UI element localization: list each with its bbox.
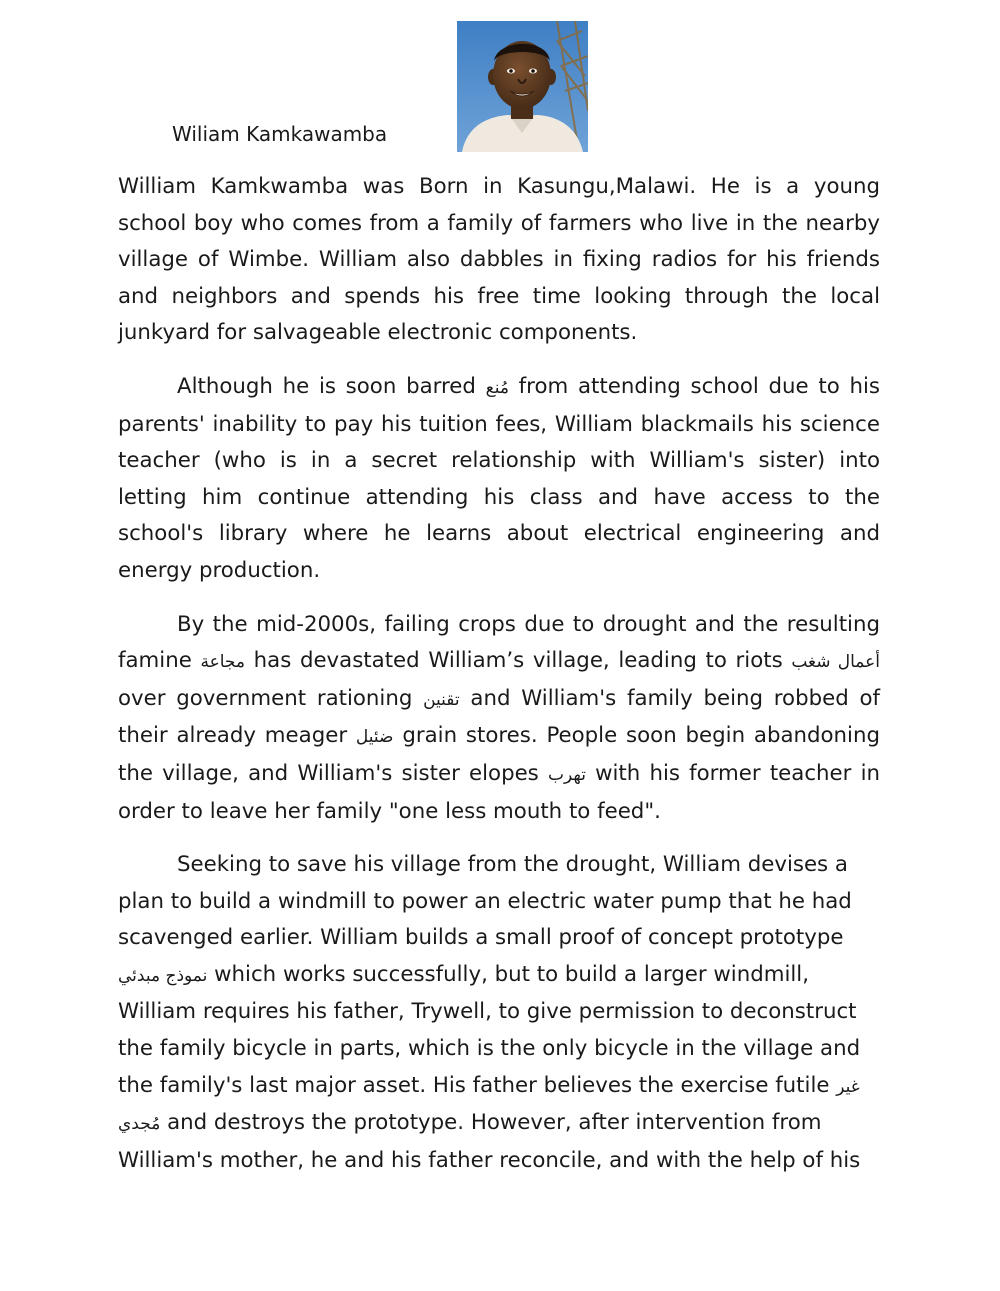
document-body xyxy=(118,169,880,1196)
paragraph-text: which works successfully, but to build a larger windmill, William requires his father, Trywell, to give permission to deconstruct the family bicycle in parts, which is the only bicycle in the village and the family's last major asset. His father believes the exercise futile xyxy=(118,961,861,1098)
arabic-gloss: نموذج مبدئي xyxy=(118,965,208,986)
paragraph-2 xyxy=(118,369,880,590)
paragraph-4 xyxy=(118,847,880,1179)
paragraph-text: Seeking to save his village from the drought, William devises a plan to build a windmill to power an electric water pump that he had scavenged earlier. William builds a small proof of concept prototype xyxy=(118,852,852,951)
paragraph-text: and destroys the prototype. However, after intervention from William's mother, he and his father reconcile, and with the help of his xyxy=(118,1110,861,1173)
paragraph-text: Although he is soon barred xyxy=(177,373,486,399)
paragraph-text: from attending school due to his parents' inability to pay his tuition fees, William blackmails his science teacher (who is in a secret relationship with William's sister) into letting him continue attending his class and have access to the school's library where he learns about electrical engineering and energy production. xyxy=(118,373,880,583)
document-title: Wiliam Kamkawamba xyxy=(172,122,388,146)
paragraph-text: By the mid-2000s, failing crops due to drought and the resulting famine xyxy=(118,611,880,674)
portrait-image xyxy=(457,21,588,152)
paragraph-text: grain stores. People soon begin abandoning the village, and William's sister elopes xyxy=(118,723,880,786)
arabic-gloss: تهرب xyxy=(547,764,586,785)
arabic-gloss: غير مُجدي xyxy=(118,1076,860,1135)
arabic-gloss: أعمال شغب xyxy=(791,652,880,673)
paragraph-text: has devastated William’s village, leading to riots xyxy=(245,648,792,674)
paragraph-text: with his former teacher in order to leave her family "one less mouth to feed". xyxy=(118,760,880,824)
portrait-photo xyxy=(457,21,588,152)
paragraph-text: over government rationing xyxy=(118,685,424,711)
arabic-gloss: ضئيل xyxy=(355,727,394,748)
arabic-gloss: مجاعة xyxy=(200,652,245,673)
paragraph-text: and William's family being robbed of their already meager xyxy=(118,685,880,749)
arabic-gloss: مُنع xyxy=(485,377,509,398)
arabic-gloss: تقنين xyxy=(423,689,460,710)
paragraph-text: William Kamkwamba was Born in Kasungu,Malawi. He is a young school boy who comes from a family of farmers who live in the nearby village of Wimbe. William also dabbles in fixing radios for his friends and neighbors and spends his free time looking through the local junkyard for salvageable electronic components. xyxy=(118,174,880,346)
paragraph-3 xyxy=(118,607,880,831)
paragraph-1 xyxy=(118,169,880,352)
